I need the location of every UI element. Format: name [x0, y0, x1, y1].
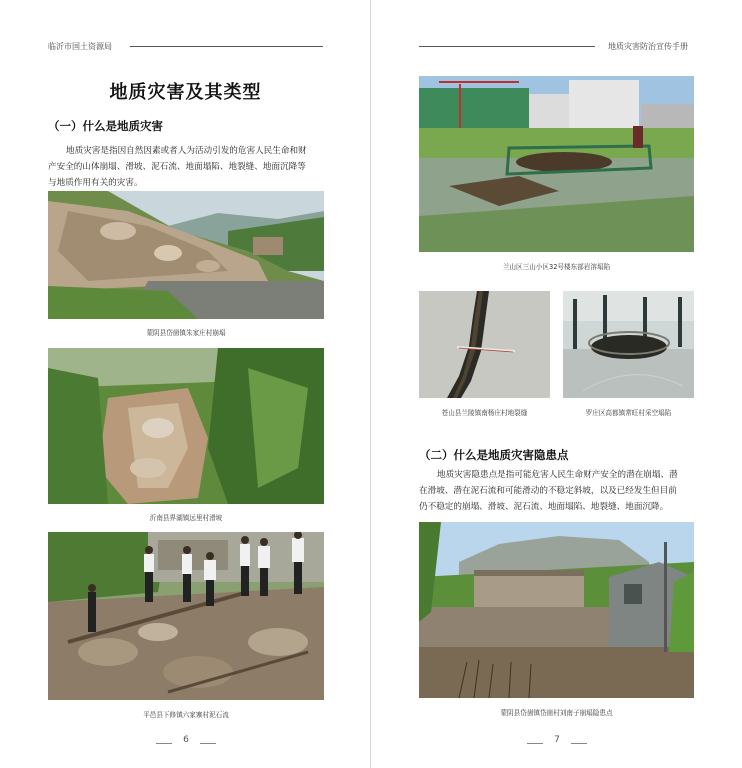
- left-page-number: [156, 734, 216, 750]
- right-page: [371, 0, 742, 768]
- photo-ground-fissure: [419, 291, 550, 398]
- paragraph-line: 地质灾害是指因自然因素或者人为活动引发的危害人民生命和财: [66, 146, 307, 156]
- right-running-header: 地质灾害防治宣传手册: [608, 42, 688, 51]
- photo-mining-subsidence: [563, 291, 694, 398]
- photo-landslide: [48, 348, 324, 504]
- section-1-heading: （一）什么是地质灾害: [48, 119, 163, 133]
- caption-karst-collapse: 兰山区三山小区32号楼东部岩溶塌陷: [502, 263, 611, 271]
- left-running-header: 临沂市国土资源局: [48, 42, 112, 51]
- section-1-paragraph: [48, 143, 324, 191]
- photo-karst-collapse: [419, 76, 694, 252]
- section-2-heading: （二）什么是地质灾害隐患点: [419, 448, 569, 462]
- paragraph-line: 产安全的山体崩塌、滑坡、泥石流、地面塌陷、地裂缝、地面沉降等: [48, 162, 306, 172]
- paragraph-line: 与地质作用有关的灾害。: [48, 178, 143, 188]
- photo-rockfall: [48, 191, 324, 319]
- caption-mining-subsidence: 罗庄区高都镇常旺村采空塌陷: [585, 409, 672, 417]
- page-title: 地质灾害及其类型: [109, 82, 262, 103]
- photo-hazard-point: [419, 522, 694, 698]
- page-number-rule: [571, 743, 587, 744]
- section-2-paragraph: [419, 467, 694, 515]
- photo-debris-flow: [48, 532, 324, 700]
- page-number-rule: [200, 743, 216, 744]
- caption-hazard-point: 蒙阴县岱崮镇岱崮村刘南子崩塌隐患点: [500, 709, 613, 717]
- caption-landslide: 沂南县界湖镇远里村滑坡: [149, 514, 223, 522]
- caption-ground-fissure: 苍山县兰陵镇南杨庄村地裂缝: [441, 409, 528, 417]
- page-number-text: 6: [183, 735, 189, 745]
- caption-rockfall: 蒙阴县岱崮镇朱家庄村崩塌: [146, 329, 226, 337]
- caption-debris-flow: 平邑县下修镇六家寨村泥石流: [143, 711, 229, 719]
- page-number-text: 7: [554, 735, 560, 745]
- left-header-rule: [130, 46, 323, 47]
- paragraph-line: 在滑坡、潜在泥石流和可能滑动的不稳定斜坡，以及已经发生但目前: [419, 486, 677, 496]
- paragraph-line: 地质灾害隐患点是指可能危害人民生命财产安全的潜在崩塌、潜: [437, 470, 678, 480]
- right-page-number: [527, 734, 587, 750]
- paragraph-line: 仍不稳定的崩塌、滑坡、泥石流、地面塌陷、地裂缝、地面沉降。: [419, 502, 669, 512]
- right-header-rule: [419, 46, 595, 47]
